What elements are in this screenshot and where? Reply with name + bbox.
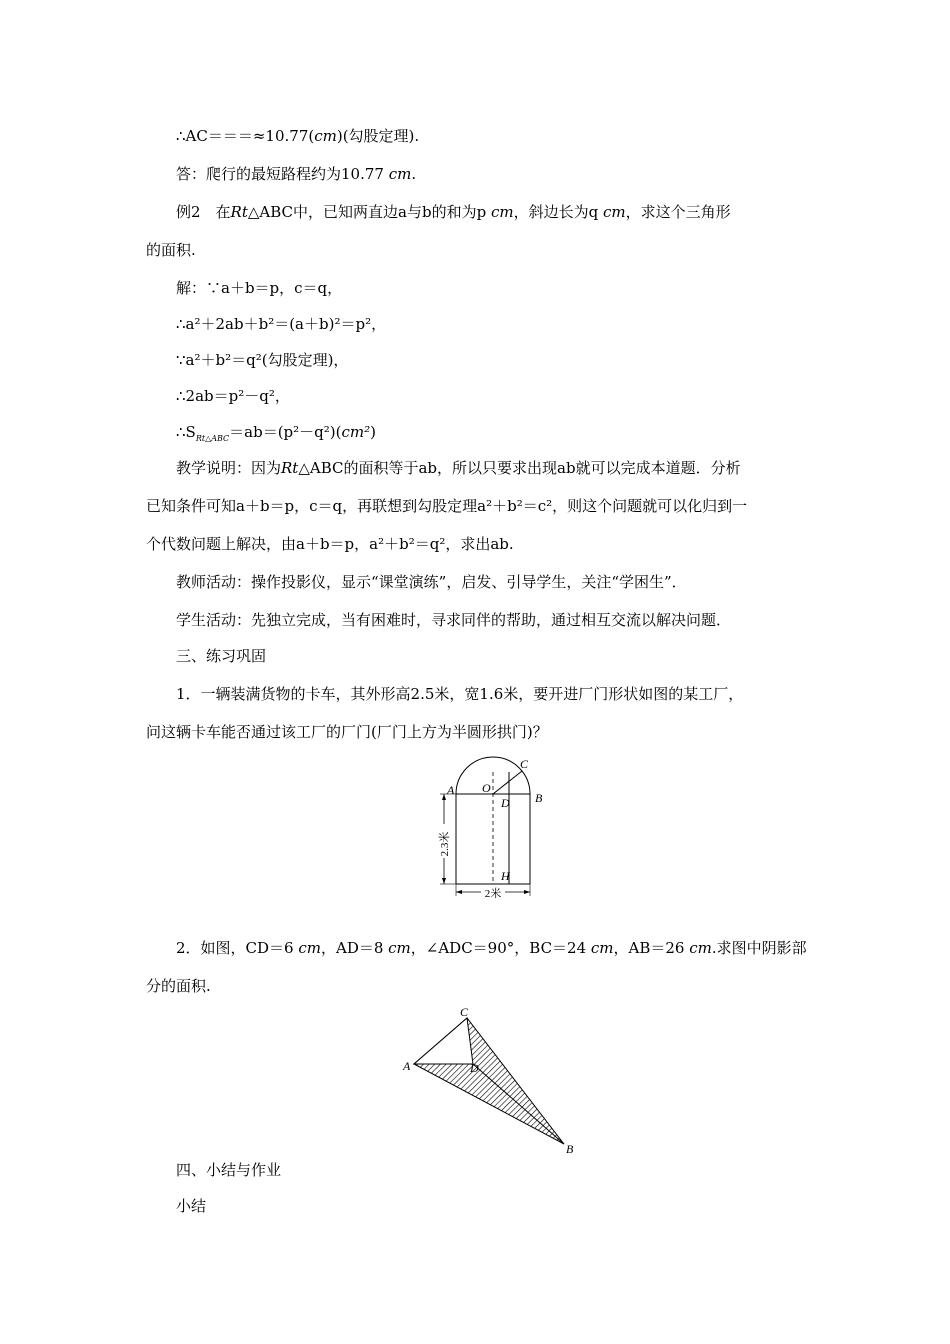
unshaded-triangle-acd [414, 1018, 473, 1064]
subscript-rt-abc: Rt△ABC [195, 434, 230, 443]
text-span: 教学说明：因为 [176, 459, 282, 477]
text-line-problem2 [176, 938, 807, 958]
text-line-step4 [176, 422, 376, 442]
text-span: 例2 在 [176, 203, 231, 221]
label-c: C [460, 1008, 469, 1019]
height-label: 2.3米 [439, 831, 451, 857]
text-line-problem1: 1．一辆装满货物的卡车，其外形高2.5米，宽1.6米，要开进厂门形状如图的某工厂， [176, 685, 744, 703]
text-span: ，求这个三角形 [625, 203, 731, 221]
unit-cm: cm [602, 203, 626, 221]
unit-cm: cm [490, 203, 514, 221]
text-span: ∴AC＝＝＝≈10.77( [176, 127, 315, 145]
text-line-problem1-cont: 问这辆卡车能否通过该工厂的厂门(厂门上方为半圆形拱门)？ [146, 723, 548, 741]
width-label: 2米 [484, 888, 502, 900]
text-span: ，AD＝8 [320, 939, 389, 957]
label-b: B [566, 1142, 574, 1156]
unit-cm: cm [590, 939, 614, 957]
text-line-teacher-activity: 教师活动：操作投影仪，显示“课堂演练”，启发、引导学生，关注“学困生”． [176, 573, 687, 591]
label-h: H [501, 869, 510, 883]
text-line-student-activity: 学生活动：先独立完成，当有困难时，寻求同伴的帮助，通过相互交流以解决问题． [176, 611, 732, 629]
text-line-solution: 解：∵a＋b＝p，c＝q， [176, 279, 343, 297]
text-line-ac [176, 126, 419, 146]
label-a: A [403, 1059, 411, 1073]
text-line-area: 的面积. [146, 241, 196, 259]
text-line-example2 [176, 202, 731, 222]
text-span: ∴S [176, 423, 196, 441]
text-span: ) [370, 423, 376, 441]
text-line-summary: 小结 [176, 1197, 207, 1215]
label-c: C [520, 757, 529, 771]
text-line-answer [176, 164, 416, 184]
text-line-note-cont1: 已知条件可知a＋b＝p，c＝q，再联想到勾股定理a²＋b²＝c²，则这个问题就可以化归到一 [146, 497, 748, 515]
text-span: . [411, 165, 417, 183]
text-span: 答：爬行的最短路程约为10.77 [176, 165, 389, 183]
text-line-teaching-note [176, 458, 741, 478]
radius-oc [493, 771, 522, 794]
section-heading-practice: 三、练习巩固 [176, 647, 267, 665]
text-line-problem2-cont: 分的面积. [146, 977, 211, 995]
text-span: △ABC的面积等于ab，所以只要求出现ab就可以完成本道题．分析 [298, 459, 741, 477]
section-heading-summary: 四、小结与作业 [176, 1161, 282, 1179]
text-line-step3: ∴2ab＝p²－q²， [176, 387, 290, 405]
gate-diagram [436, 756, 556, 906]
label-d: D [470, 1061, 479, 1075]
text-span: ，∠ADC＝90°，BC＝24 [410, 939, 591, 957]
unit-cm: cm [314, 127, 337, 145]
label-b: B [535, 791, 543, 805]
label-d: D [501, 796, 510, 810]
text-span: .求图中阴影部 [711, 939, 807, 957]
text-line-note-cont2: 个代数问题上解决，由a＋b＝p，a²＋b²＝q²，求出ab. [146, 535, 514, 553]
text-span: △ABC中，已知两直边a与b的和为p [247, 203, 491, 221]
text-span: 2．如图，CD＝6 [176, 939, 299, 957]
triangle-diagram [400, 1008, 590, 1156]
rt-italic: Rt [281, 459, 299, 477]
text-span: ，斜边长为q [513, 203, 603, 221]
rt-italic: Rt [230, 203, 248, 221]
unit-cm: cm [298, 939, 321, 957]
unit-cm2: cm² [341, 423, 371, 441]
unit-cm: cm [388, 165, 412, 183]
text-line-step1: ∴a²＋2ab＋b²＝(a＋b)²＝p²， [176, 315, 387, 333]
label-a: A [447, 783, 455, 797]
text-span: ，AB＝26 [613, 939, 690, 957]
text-line-step2: ∵a²＋b²＝q²(勾股定理)， [176, 351, 349, 369]
shaded-triangle-abc [414, 1018, 564, 1144]
text-span: )(勾股定理). [336, 127, 420, 145]
label-o: O [482, 781, 491, 795]
unit-cm: cm [689, 939, 712, 957]
unit-cm: cm [388, 939, 411, 957]
text-span: ＝ab＝(p²－q²)( [229, 423, 342, 441]
